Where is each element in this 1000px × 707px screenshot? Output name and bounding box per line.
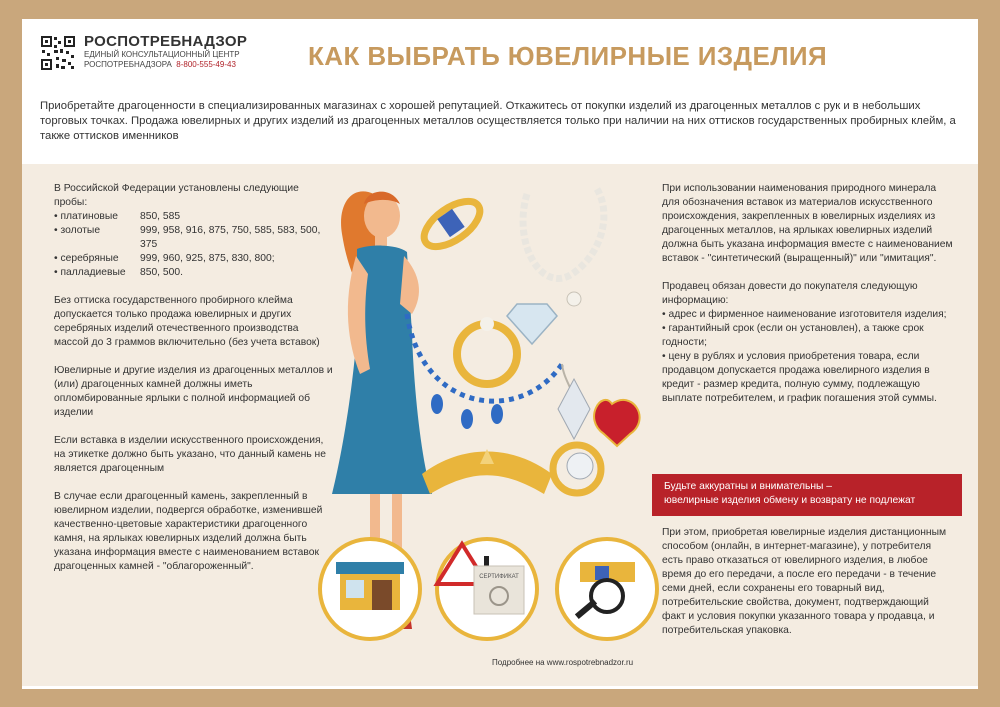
probe-values: 999, 958, 916, 875, 750, 585, 583, 500, 375 xyxy=(140,225,321,250)
probe-row xyxy=(54,266,334,280)
qr-code-icon xyxy=(40,35,76,71)
remote-purchase-paragraph: При этом, приобретая ювелирные изделия дистанционным способом (онлайн, в интернет-магазине), у потребителя есть право отказаться от ювелирного изделия, в любое время до его передачи, а после его передачи - в течение семи дней, если сохранены его товарный вид, потребительские свойства, документ, подтверждающий факт и условия покупки указанного товара у продавца, и потребительская упаковка. xyxy=(662,527,947,636)
tiara-icon xyxy=(422,449,552,494)
probe-values: 850, 500. xyxy=(140,267,183,278)
certificate-label: СЕРТИФИКАТ xyxy=(479,574,519,580)
hotline-phone: 8-800-555-49-43 xyxy=(176,60,236,69)
center-line-2-text: РОСПОТРЕБНАДЗОРА xyxy=(84,60,172,69)
probe-name: • палладиевые xyxy=(54,266,140,280)
list-item: • гарантийный срок (если он установлен), а также срок годности; xyxy=(662,322,954,350)
gem-ring-icon xyxy=(553,445,601,493)
certificate-warning-icon xyxy=(437,539,537,639)
probes-block xyxy=(54,182,334,280)
probe-values: 850, 585 xyxy=(140,211,181,222)
seller-info-intro: Продавец обязан довести до покупателя следующую информацию: xyxy=(662,281,918,306)
right-column xyxy=(662,182,954,420)
probe-row xyxy=(54,252,334,266)
pearl-necklace-icon xyxy=(523,189,604,306)
page-title: КАК ВЫБРАТЬ ЮВЕЛИРНЫЕ ИЗДЕЛИЯ xyxy=(308,41,828,71)
list-item: • адрес и фирменное наименование изготовителя изделия; xyxy=(662,308,954,322)
labels-paragraph: Ювелирные и другие изделия из драгоценных металлов и (или) драгоценных камней должны иметь опломбированные ярлыки с полной информацией об изделии xyxy=(54,365,333,418)
ring-icon xyxy=(457,317,517,384)
probe-row xyxy=(54,224,334,252)
probe-name: • серебряные xyxy=(54,252,140,266)
remote-purchase-column xyxy=(662,526,954,638)
no-return-alert xyxy=(652,474,962,516)
shop-icon xyxy=(320,539,420,639)
probe-name: • платиновые xyxy=(54,210,140,224)
probes-intro: В Российской Федерации установлены следующие пробы: xyxy=(54,183,299,208)
brand-block xyxy=(84,33,247,70)
alert-line-1: Будьте аккуратны и внимательны – xyxy=(664,481,833,492)
content-panel xyxy=(22,164,978,686)
poster-sheet xyxy=(22,19,978,689)
probe-row xyxy=(54,210,334,224)
website-link[interactable]: Подробнее на www.rospotrebnadzor.ru xyxy=(492,658,634,667)
artificial-insert-paragraph: Если вставка в изделии искусственного происхождения, на этикетке должно быть указано, что данный камень не является драгоценным xyxy=(54,435,326,474)
header xyxy=(40,29,960,99)
alert-line-2: ювелирные изделия обмену и возврату не подлежат xyxy=(664,495,916,506)
org-name: РОСПОТРЕБНАДЗОР xyxy=(84,33,248,50)
bracelet-icon xyxy=(417,193,488,256)
magnifier-icon xyxy=(557,539,657,639)
heart-pendant-icon xyxy=(594,400,640,446)
seller-info-block xyxy=(662,280,954,406)
crystal-pendant-icon xyxy=(558,364,590,439)
center-line-2 xyxy=(84,60,247,70)
left-column xyxy=(54,182,334,588)
treated-stone-paragraph: В случае если драгоценный камень, закрепленный в ювелирном изделии, подвергся обработке, изменившей качественно-цветовые характеристики драгоценного камня, на ярлыках ювелирных изделий должна быть указана информация вместе с наименованием вставок драгоценных камней - "облагороженный". xyxy=(54,491,323,572)
intro-text: Приобретайте драгоценности в специализированных магазинах с хорошей репутацией. Откажитесь от покупки изделий из драгоценных металлов с рук и в небольших торговых точках. Продажа ювелирных и других изделий из драгоценных металлов осуществляется только при наличии на них оттисков государственных пробирных клейм, а также оттисков именников xyxy=(40,100,956,142)
list-item: • цену в рублях и условия приобретения товара, если продавцом допускается продажа ювелирного изделия в кредит - размер кредита, полную сумму, подлежащую выплате потребителем, и график погашения этой суммы. xyxy=(662,350,954,406)
probe-values: 999, 960, 925, 875, 830, 800; xyxy=(140,253,275,264)
probe-name: • золотые xyxy=(54,224,140,252)
jewelry-illustration xyxy=(312,164,662,654)
assay-stamp-paragraph: Без оттиска государственного пробирного клейма допускается только продажа ювелирных и других серебряных изделий отечественного производства массой до 3 граммов включительно (без учета вставок) xyxy=(54,295,320,348)
synthetic-paragraph: При использовании наименования природного минерала для обозначения вставок из материалов искусственного происхождения, закрепленных в ювелирных изделиях из драгоценных металлов, на ярлыках ювелирных изделий должна быть указана информация вместе с наименованием вставок - "синтетический (выращенный)" или "имитация". xyxy=(662,183,953,264)
center-line-1: ЕДИНЫЙ КОНСУЛЬТАЦИОННЫЙ ЦЕНТР xyxy=(84,50,240,59)
